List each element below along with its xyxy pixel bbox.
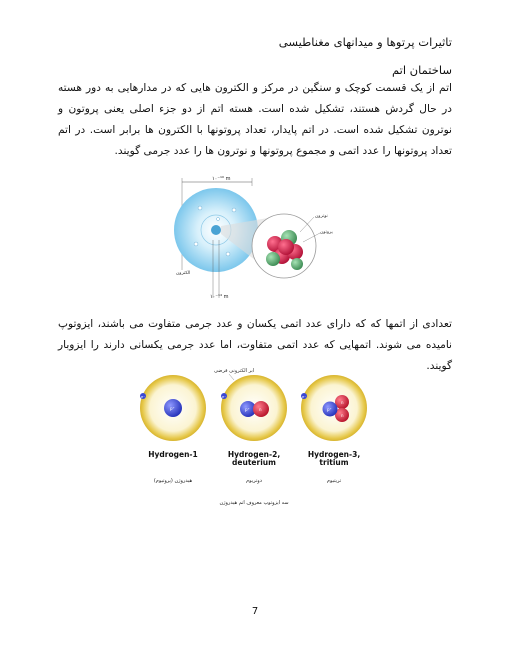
svg-text:p⁺: p⁺ [245,407,250,412]
neutron-label: نوترون [315,214,328,219]
tritium-label: tritium [319,458,349,467]
svg-text:p⁺: p⁺ [170,406,175,411]
paragraph-isotopes: تعدادی از اتمها که که دارای عدد اتمی یکسان و عدد جرمی متفاوت می باشند، ایزوتوپ نامیده می شوند. اتمهایی که عدد اتمی متفاوت، اما عدد جرمی یکسانی دارند را ایزوبار گویند. [58,318,452,372]
svg-text:e⁻: e⁻ [141,395,146,399]
hydrogen-isotopes-figure [134,362,374,512]
svg-text:n: n [341,400,344,405]
hydrogen-2-persian: دوتریوم [246,478,262,484]
top-dimension-label: ۱۰⁻¹⁰ m [212,176,231,182]
hydrogen-2-label: Hydrogen-2, [227,450,281,459]
svg-text:e⁻: e⁻ [302,395,307,399]
atom-hydrogen-1 [140,375,206,484]
svg-text:n: n [259,407,262,412]
isotopes-caption: سه ایزوتوپ معروف اتم هیدروژن [219,500,289,506]
page-header: تاثیرات پرتوها و میدانهای مغناطیسی [278,35,452,49]
electron-cloud-caption: ابر الکترونی فرضی [214,368,255,374]
bottom-dimension-label: ۱۰⁻¹⁴ m [210,294,229,300]
hydrogen-1-persian: هیدروژن (پروتیوم) [153,478,193,484]
proton-label: پروتون [320,230,333,235]
nucleus-dot [211,225,221,235]
hydrogen-1-label: Hydrogen-1 [148,450,198,459]
hydrogen-3-label: Hydrogen-3, [307,450,361,459]
page-number: 7 [251,606,259,617]
atom-hydrogen-2 [221,375,287,484]
svg-text:n: n [341,413,344,418]
electron-label: الکترون [176,271,191,276]
atom-hydrogen-3 [301,375,367,484]
section-title: ساختمان اتم [391,63,452,77]
svg-text:p⁺: p⁺ [327,407,332,412]
hydrogen-3-persian: تریتیوم [326,478,342,484]
atom-structure-figure [160,170,350,310]
deuterium-label: deuterium [232,458,276,467]
svg-text:e⁻: e⁻ [222,395,227,399]
paragraph-atom-structure: اتم از یک قسمت کوچک و سنگین در مرکز و الکترون هایی که در مدارهایی به دور هسته در حال گردش هستند، تشکیل شده است. هسته اتم از دو جزء اصلی یعنی پروتون و نوترون تشکیل شده است. در اتم پایدار، تعداد پروتونها با الکترون ها برابر است. در اتم تعداد پروتونها را عدد اتمی و مجموع پروتونها و نوترون ها را عدد جرمی گویند. [58,82,452,157]
